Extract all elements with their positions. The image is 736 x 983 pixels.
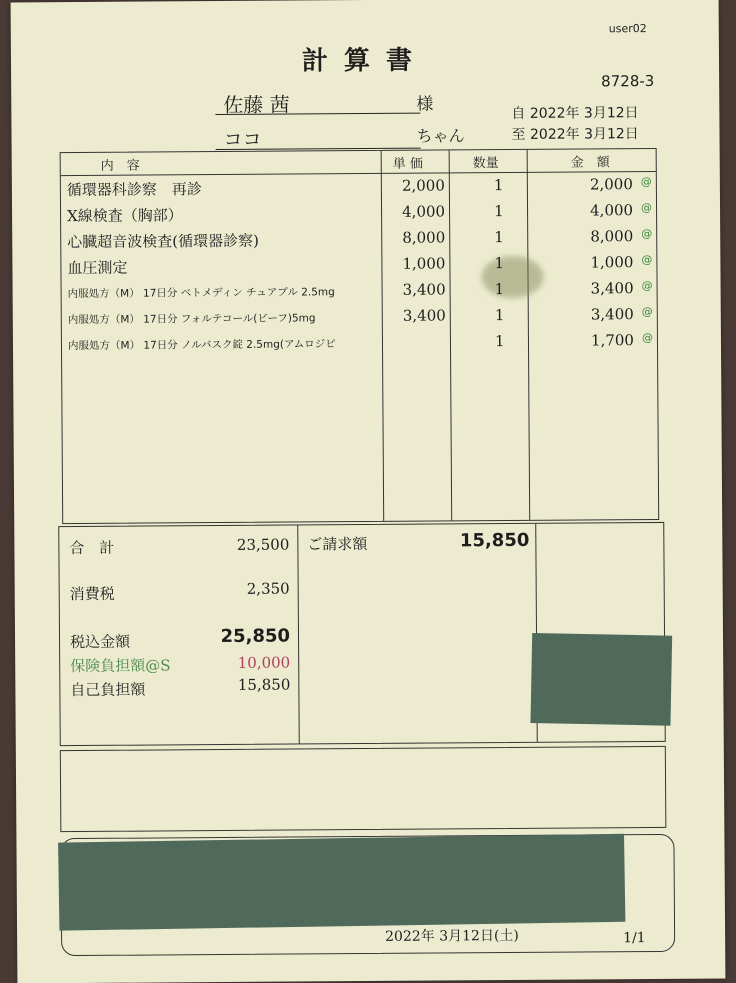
redaction-tape bbox=[58, 834, 625, 931]
divider bbox=[297, 525, 300, 743]
self-pay-label: 自己負担額 bbox=[70, 680, 146, 700]
item-mark: @ bbox=[640, 201, 653, 215]
request-value: 15,850 bbox=[459, 529, 530, 552]
item-mark: @ bbox=[641, 305, 653, 319]
insurance-value: 10,000 bbox=[237, 653, 291, 672]
item-qty: 1 bbox=[494, 332, 505, 351]
owner-suffix: 様 bbox=[416, 94, 434, 115]
item-name: 内服処方（M） 17日分 フォルテコール(ビーフ)5mg bbox=[67, 312, 316, 327]
item-price: 4,000 bbox=[402, 202, 446, 221]
notes-box bbox=[60, 746, 667, 832]
total-value: 23,500 bbox=[236, 535, 290, 554]
user-id: user02 bbox=[608, 22, 647, 36]
pet-suffix: ちゃん bbox=[416, 126, 465, 146]
column-header-price: 単 価 bbox=[392, 156, 423, 172]
column-header-content: 内 容 bbox=[100, 158, 140, 174]
item-qty: 1 bbox=[494, 228, 504, 247]
insurance-label: 保険負担額@S bbox=[70, 656, 171, 676]
item-amount: 3,400 bbox=[590, 305, 634, 324]
document-number: 8728-3 bbox=[601, 71, 655, 91]
item-qty: 1 bbox=[494, 306, 505, 325]
request-label: ご請求額 bbox=[307, 535, 368, 554]
total-label: 合 計 bbox=[69, 538, 115, 558]
item-qty: 1 bbox=[494, 254, 505, 273]
column-header-qty: 数量 bbox=[472, 156, 499, 172]
taxed-total-label: 税込金額 bbox=[69, 632, 131, 652]
item-name: X線検査（胸部） bbox=[67, 206, 183, 226]
tax-value: 2,350 bbox=[246, 579, 290, 598]
item-price: 3,400 bbox=[402, 306, 446, 325]
items-table bbox=[60, 148, 660, 524]
taxed-total-value: 25,850 bbox=[220, 625, 291, 648]
item-price: 3,400 bbox=[402, 280, 446, 299]
item-mark: @ bbox=[641, 331, 653, 345]
item-mark: @ bbox=[641, 279, 653, 293]
item-amount: 4,000 bbox=[590, 201, 634, 220]
item-mark: @ bbox=[640, 175, 652, 189]
item-name: 内服処方（M） 17日分 ノルバスク錠 2.5mg(アムロジピ bbox=[67, 338, 336, 353]
item-qty: 1 bbox=[493, 202, 504, 221]
redaction-tape bbox=[530, 633, 672, 726]
print-date: 2022年 3月12日(土) bbox=[385, 927, 519, 945]
document-title: 計算書 bbox=[301, 45, 429, 77]
item-price: 1,000 bbox=[402, 254, 446, 273]
date-from: 自 2022年 3月12日 bbox=[511, 105, 639, 122]
item-amount: 1,700 bbox=[590, 331, 635, 350]
table-row bbox=[62, 331, 657, 361]
pet-name: ココ bbox=[223, 128, 262, 151]
owner-underline bbox=[215, 113, 420, 115]
item-mark: @ bbox=[641, 253, 653, 267]
item-name: 循環器科診察 再診 bbox=[66, 180, 202, 200]
column-header-amount: 金 額 bbox=[570, 155, 610, 171]
item-qty: 1 bbox=[493, 176, 504, 195]
item-price: 8,000 bbox=[402, 228, 446, 247]
item-price bbox=[362, 332, 446, 333]
date-to: 至 2022年 3月12日 bbox=[511, 126, 639, 143]
item-amount: 3,400 bbox=[590, 279, 634, 298]
item-name: 心臓超音波検査(循環器診察) bbox=[67, 231, 260, 252]
item-name: 血圧測定 bbox=[67, 258, 128, 278]
page-number: 1/1 bbox=[623, 930, 646, 947]
invoice-paper bbox=[11, 0, 726, 983]
item-amount: 2,000 bbox=[589, 175, 633, 194]
owner-name: 佐藤 茜 bbox=[223, 92, 290, 118]
tax-label: 消費税 bbox=[69, 584, 115, 604]
item-price: 2,000 bbox=[401, 176, 445, 195]
item-amount: 8,000 bbox=[590, 227, 634, 246]
self-pay-value: 15,850 bbox=[237, 675, 291, 694]
item-qty: 1 bbox=[494, 280, 505, 299]
item-amount: 1,000 bbox=[590, 253, 634, 272]
item-mark: @ bbox=[641, 227, 653, 241]
item-name: 内服処方（M） 17日分 ベトメディン チュアブル 2.5mg bbox=[67, 286, 335, 301]
